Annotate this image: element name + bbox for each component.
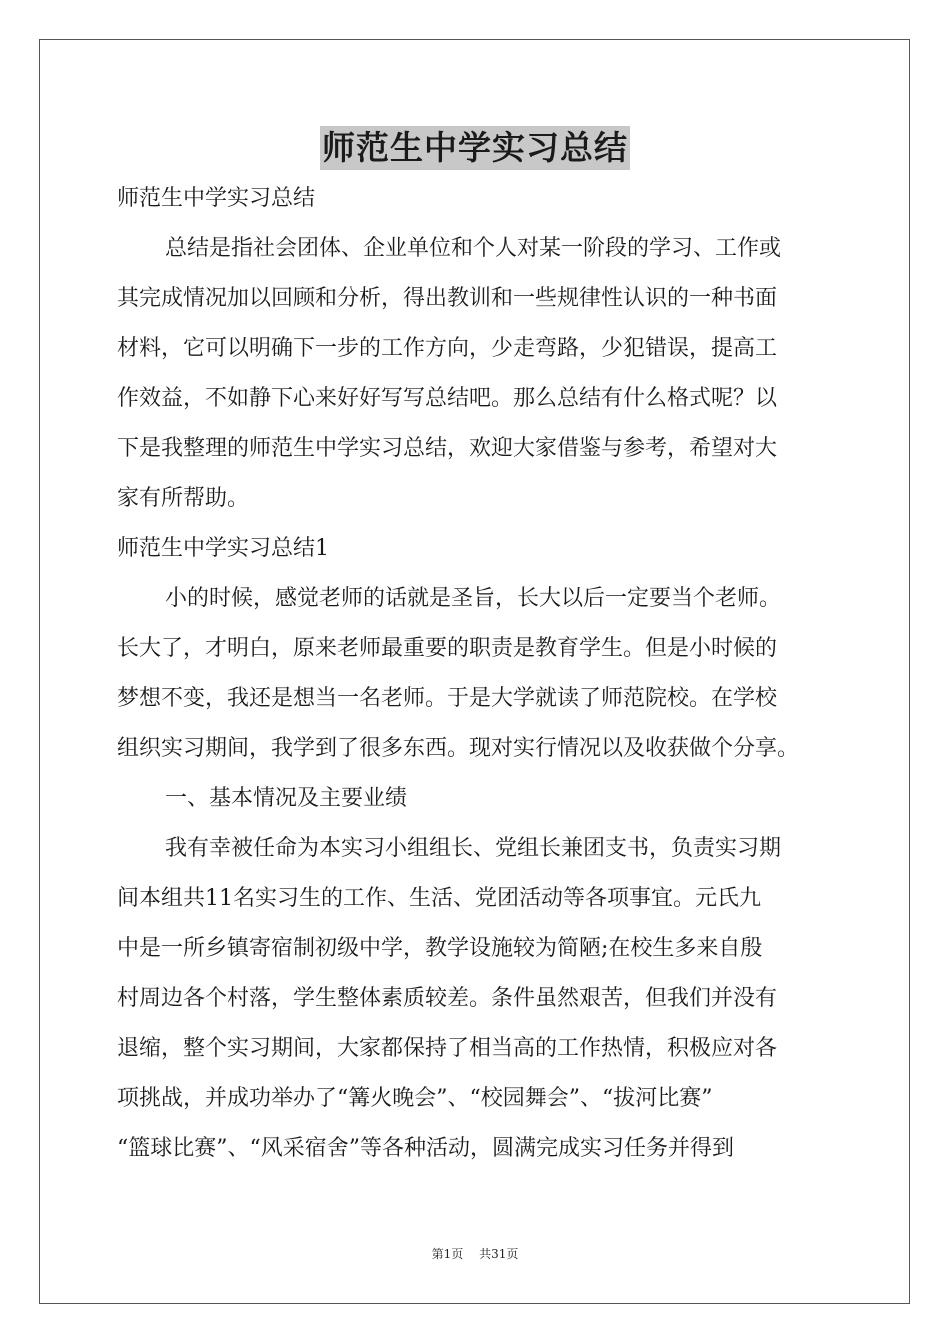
paragraph-line: 其完成情况加以回顾和分析，得出教训和一些规律性认识的一种书面 bbox=[117, 286, 778, 311]
paragraph-line: 村周边各个村落，学生整体素质较差。条件虽然艰苦，但我们并没有 bbox=[117, 986, 778, 1011]
page-footer bbox=[0, 1245, 950, 1262]
paragraph-line: 梦想不变，我还是想当一名老师。于是大学就读了师范院校。在学校 bbox=[117, 686, 778, 711]
paragraph-line: 间本组共11名实习生的工作、生活、党团活动等各项事宜。元氏九 bbox=[117, 886, 761, 911]
paragraph-line: 项挑战，并成功举办了“篝火晚会”、“校园舞会”、“拔河比赛” bbox=[117, 1086, 713, 1111]
paragraph-line: 组织实习期间，我学到了很多东西。现对实行情况以及收获做个分享。 bbox=[117, 736, 800, 761]
paragraph-line: 我有幸被任命为本实习小组组长、党组长兼团支书，负责实习期 bbox=[165, 836, 782, 861]
paragraph-line: 材料，它可以明确下一步的工作方向，少走弯路，少犯错误，提高工 bbox=[117, 336, 778, 361]
paragraph-line: “篮球比赛”、“风采宿舍”等各种活动，圆满完成实习任务并得到 bbox=[117, 1136, 734, 1161]
paragraph-line: 作效益，不如静下心来好好写写总结吧。那么总结有什么格式呢？以 bbox=[117, 386, 778, 411]
subsection-heading: 一、基本情况及主要业绩 bbox=[165, 786, 408, 811]
document-body bbox=[117, 174, 835, 1174]
paragraph-line: 长大了，才明白，原来老师最重要的职责是教育学生。但是小时候的 bbox=[117, 636, 778, 661]
page-number: 第1页 bbox=[431, 1247, 464, 1261]
paragraph-line: 小的时候，感觉老师的话就是圣旨，长大以后一定要当个老师。 bbox=[165, 586, 782, 611]
paragraph-line: 总结是指社会团体、企业单位和个人对某一阶段的学习、工作或 bbox=[165, 236, 782, 261]
paragraph-line: 中是一所乡镇寄宿制初级中学，教学设施较为简陋;在校生多来自殷 bbox=[117, 936, 763, 961]
subtitle-line: 师范生中学实习总结 bbox=[117, 186, 316, 211]
document-title: 师范生中学实习总结 bbox=[320, 126, 630, 170]
page-total: 共31页 bbox=[479, 1247, 519, 1261]
title-container bbox=[0, 126, 950, 170]
paragraph-line: 家有所帮助。 bbox=[117, 486, 250, 511]
section-heading: 师范生中学实习总结1 bbox=[117, 536, 329, 561]
paragraph-line: 退缩，整个实习期间，大家都保持了相当高的工作热情，积极应对各 bbox=[117, 1036, 778, 1061]
paragraph-line: 下是我整理的师范生中学实习总结，欢迎大家借鉴与参考，希望对大 bbox=[117, 436, 778, 461]
